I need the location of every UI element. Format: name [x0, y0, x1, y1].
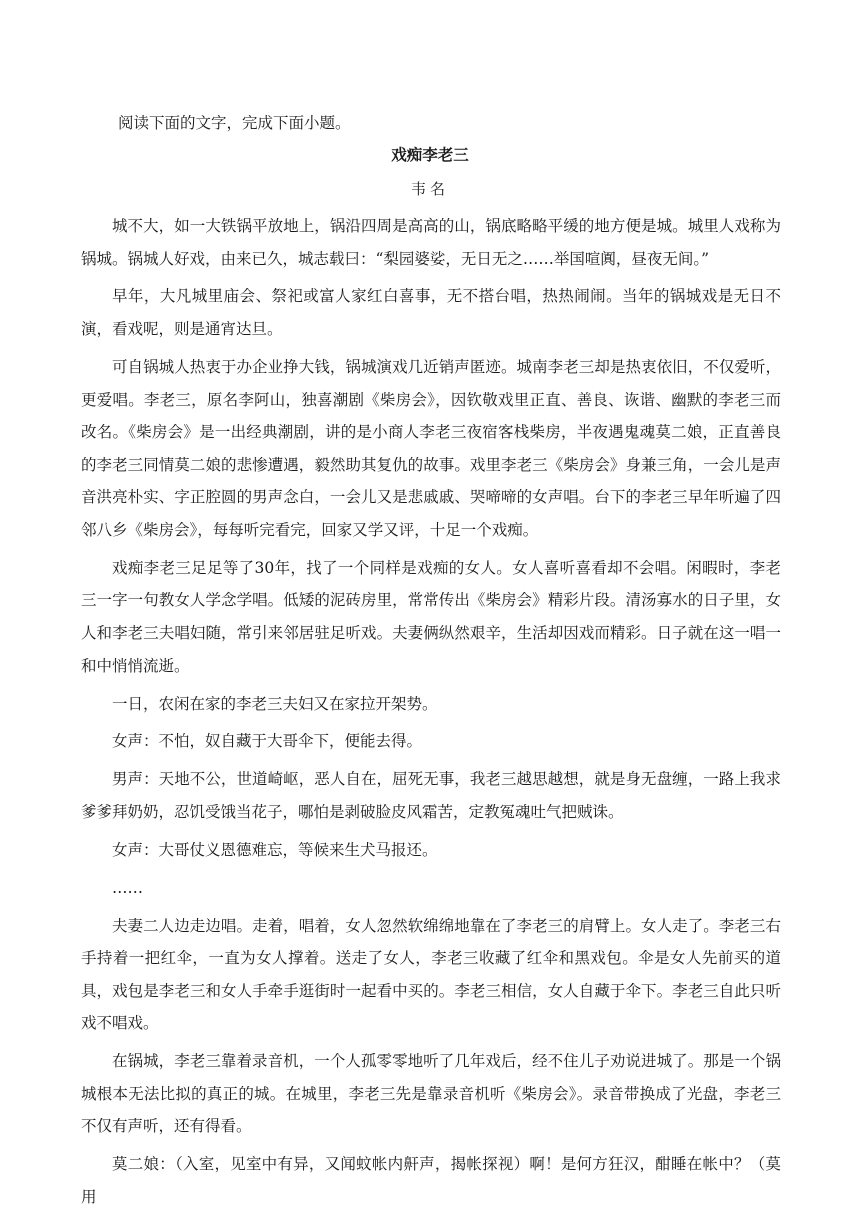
article-author: 韦名 [410, 180, 449, 198]
paragraph: 在锅城，李老三靠着录音机，一个人孤零零地听了几年戏后，经不住儿子劝说进城了。那是一个锅城根本无法比拟的真正的城。在城里，李老三先是靠录音机听《柴房会》。录音带换成了光盘，李老三不仅有声听，还有得看。 [81, 1052, 781, 1136]
paragraph: 男声：天地不公，世道崎岖，恶人自在，屈死无事，我老三越思越想，就是身无盘缠，一路上我求爹爹拜奶奶，忍饥受饿当花子，哪怕是剥破脸皮风霜苦，定教冤魂吐气把贼诛。 [81, 770, 781, 821]
paragraph: 早年，大凡城里庙会、祭祀或富人家红白喜事，无不搭台唱，热热闹闹。当年的锅城戏是无日不演，看戏呢，则是通宵达旦。 [81, 287, 781, 339]
article-body [81, 210, 781, 1219]
paragraph: 城不大，如一大铁锅平放地上，锅沿四周是高高的山，锅底略略平缓的地方便是城。城里人戏称为锅城。锅城人好戏，由来已久，城志载曰：“梨园婆娑，无日无之……举国喧阗，昼夜无间。” [81, 217, 781, 268]
paragraph: 一日，农闲在家的李老三夫妇又在家拉开架势。 [112, 694, 438, 713]
paragraph: 戏痴李老三足足等了30年，找了一个同样是戏痴的女人。女人喜听喜看却不会唱。闲暇时，李老三一字一句教女人学念学唱。低矮的泥砖房里，常常传出《柴房会》精彩片段。清汤寡水的日子里，女人和李老三夫唱妇随，常引来邻居驻足听戏。夫妻俩纵然艰辛，生活却因戏而精彩。日子就在这一唱一和中悄悄流逝。 [81, 558, 781, 675]
paragraph: 夫妻二人边走边唱。走着，唱着，女人忽然软绵绵地靠在了李老三的肩臂上。女人走了。李老三右手持着一把红伞，一直为女人撑着。送走了女人，李老三收藏了红伞和黑戏包。伞是女人先前买的道具，戏包是李老三和女人手牵手逛街时一起看中买的。李老三相信，女人自藏于伞下。李老三自此只听戏不唱戏。 [81, 916, 781, 1033]
paragraph: 莫二娘：（入室，见室中有异，又闻蚊帐内鼾声，揭帐探视）啊！是何方狂汉，酣睡在帐中？（莫用 [81, 1155, 781, 1206]
article-title: 戏痴李老三 [391, 145, 469, 164]
paragraph: 女声：大哥仗义恩德难忘，等候来生犬马报还。 [112, 840, 438, 859]
reading-instruction: 阅读下面的文字，完成下面小题。 [118, 114, 351, 132]
paragraph: …… [112, 878, 143, 897]
paragraph: 可自锅城人热衷于办企业挣大钱，锅城演戏几近销声匿迹。城南李老三却是热衷依旧，不仅爱听，更爱唱。李老三，原名李阿山，独喜潮剧《柴房会》，因钦敬戏里正直、善良、诙谐、幽默的李老三而改名。《柴房会》是一出经典潮剧，讲的是小商人李老三夜宿客栈柴房，半夜遇鬼魂莫二娘，正直善良的李老三同情莫二娘的悲惨遭遇，毅然助其复仇的故事。戏里李老三《柴房会》身兼三角，一会儿是声音洪亮朴实、字正腔圆的男声念白，一会儿又是悲戚戚、哭啼啼的女声唱。台下的李老三早年听遍了四邻八乡《柴房会》，每每听完看完，回家又学又评，十足一个戏痴。 [81, 357, 781, 539]
paragraph: 女声：不怕，奴自藏于大哥伞下，便能去得。 [112, 732, 423, 751]
